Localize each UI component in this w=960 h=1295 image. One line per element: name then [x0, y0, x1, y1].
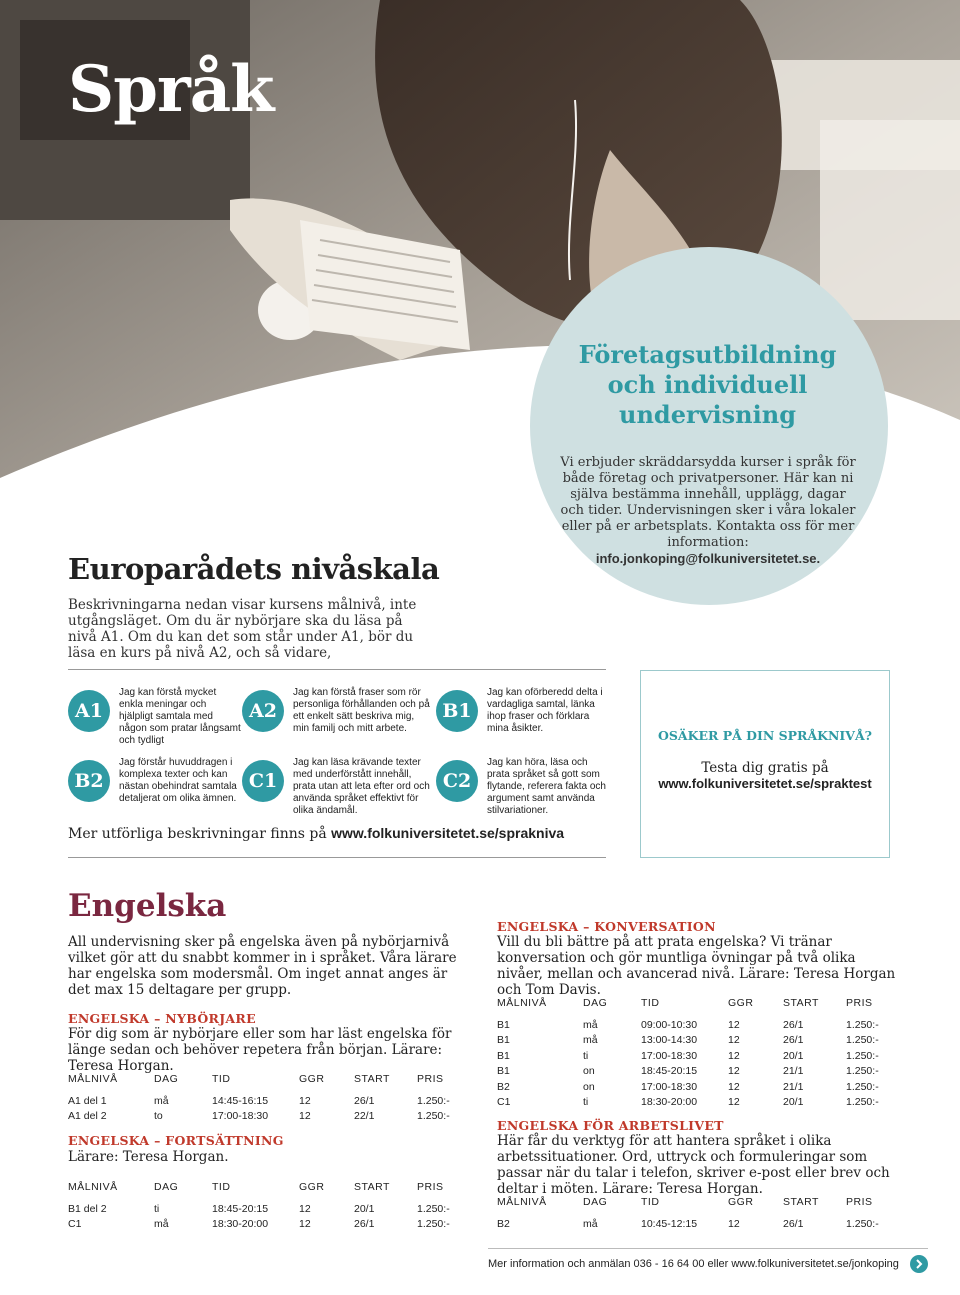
level-badge-c2: C2	[436, 760, 478, 802]
table-cell: 18:45-20:15	[212, 1202, 269, 1215]
table-cell: 1.250:-	[846, 1080, 879, 1093]
table-row	[497, 1079, 896, 1095]
promo-email-link[interactable]: info.jonkoping@folkuniversitetet.se.	[595, 551, 821, 566]
divider	[68, 669, 606, 670]
column-header: DAG	[154, 1181, 179, 1193]
table-cell: 26/1	[783, 1217, 804, 1230]
column-header: DAG	[154, 1073, 179, 1085]
table-cell: 10:45-12:15	[641, 1217, 698, 1230]
course-heading: ENGELSKA FÖR ARBETSLIVET	[497, 1118, 724, 1133]
spraktest-link[interactable]: www.folkuniversitetet.se/spraktest	[658, 776, 872, 791]
table-cell: 12	[728, 1096, 740, 1109]
course-schedule-table	[68, 1073, 467, 1124]
table-cell: 09:00-10:30	[641, 1018, 698, 1031]
level-badge-c1: C1	[242, 760, 284, 802]
level-badge-b2: B2	[68, 760, 110, 802]
table-row	[497, 1216, 896, 1232]
table-cell: ti	[154, 1202, 160, 1215]
test-subtext: Testa dig gratis på	[701, 760, 829, 776]
table-cell: 12	[728, 1065, 740, 1078]
table-row	[68, 1217, 467, 1233]
table-cell: 13:00-14:30	[641, 1034, 698, 1047]
column-header: MÅLNIVÅ	[68, 1181, 118, 1193]
course-heading: ENGELSKA – NYBÖRJARE	[68, 1011, 256, 1026]
arrow-right-icon	[910, 1255, 928, 1273]
table-header-row	[68, 1181, 467, 1201]
course-schedule-table	[68, 1181, 467, 1232]
table-cell: 18:45-20:15	[641, 1065, 698, 1078]
level-badge-a1: A1	[68, 690, 110, 732]
column-header: TID	[641, 1196, 660, 1208]
table-cell: 1.250:-	[846, 1049, 879, 1062]
scale-intro: Beskrivningarna nedan visar kursens målnivå, inte utgångsläget. Om du är nybörjare ska du läsa på nivå A1. Om du kan det som står under A1, bör du läsa en kurs på nivå A2, och så vidare,	[68, 597, 417, 661]
table-cell: 17:00-18:30	[641, 1080, 698, 1093]
course-desc: Här får du verktyg för att hantera språket i olika arbetssituationer. Ord, uttryck och formuleringar som passar när du talar i telefon, skriver e-post eller brev och deltar i möten. Lärare: Teresa Horgan.	[497, 1133, 890, 1197]
table-cell: 21/1	[783, 1080, 804, 1093]
table-header-row	[497, 1196, 896, 1216]
promo-heading	[560, 340, 855, 430]
table-cell: 22/1	[354, 1110, 375, 1123]
sprakniva-link[interactable]: www.folkuniversitetet.se/sprakniva	[331, 825, 565, 841]
scale-title: Europarådets nivåskala	[68, 552, 440, 586]
more-prefix: Mer utförliga beskrivningar finns på	[68, 826, 332, 842]
footer-text: Mer information och anmälan 036 - 16 64 00 eller www.folkuniversitetet.se/jonkoping	[488, 1258, 899, 1270]
promo-heading-line: undervisning	[619, 400, 796, 429]
engelska-intro: All undervisning sker på engelska även på nybörjarnivå vilket gör att du snabbt kommer in i språket. Våra lärare har engelska som modersmål. Om inget annat anges är det max 15 deltagare per grupp.	[68, 934, 457, 998]
level-desc-c1: Jag kan läsa krävande texter med underförstått innehåll, prata utan att leta efter ord och använda språket effektivt för olika ändamål.	[293, 757, 430, 816]
table-cell: 1.250:-	[846, 1096, 879, 1109]
table-cell: to	[154, 1110, 163, 1123]
column-header: TID	[212, 1073, 231, 1085]
table-cell: on	[583, 1080, 595, 1093]
table-cell: 1.250:-	[417, 1110, 450, 1123]
table-cell: 12	[299, 1110, 311, 1123]
table-cell: 1.250:-	[846, 1065, 879, 1078]
table-cell: 17:00-18:30	[641, 1049, 698, 1062]
table-cell: 1.250:-	[846, 1018, 879, 1031]
table-cell: 1.250:-	[846, 1217, 879, 1230]
level-badge-b1: B1	[436, 690, 478, 732]
column-header: START	[354, 1181, 390, 1193]
table-cell: 1.250:-	[846, 1034, 879, 1047]
course-schedule-table	[497, 1196, 896, 1232]
column-header: START	[783, 997, 819, 1009]
test-heading: OSÄKER PÅ DIN SPRÅKNIVÅ?	[657, 728, 873, 743]
table-cell: må	[154, 1218, 169, 1231]
table-cell: 12	[299, 1218, 311, 1231]
course-desc: Vill du bli bättre på att prata engelska? Vi tränar konversation och gör muntliga övningar på två olika nivåer, mellan och avancerad nivå. Lärare: Teresa Horgan och Tom Davis.	[497, 934, 896, 998]
column-header: DAG	[583, 1196, 608, 1208]
table-cell: 18:30-20:00	[641, 1096, 698, 1109]
table-cell: 12	[728, 1049, 740, 1062]
column-header: START	[783, 1196, 819, 1208]
column-header: PRIS	[417, 1181, 444, 1193]
column-header: MÅLNIVÅ	[497, 997, 547, 1009]
table-cell: 12	[728, 1080, 740, 1093]
table-cell: 12	[728, 1034, 740, 1047]
level-badge-a2: A2	[242, 690, 284, 732]
table-cell: 26/1	[783, 1034, 804, 1047]
level-desc-a1: Jag kan förstå mycket enkla meningar och hjälpligt samtala med någon som pratar långsamt och tydligt	[119, 687, 241, 746]
table-cell: 26/1	[354, 1094, 375, 1107]
table-row	[497, 1095, 896, 1111]
table-cell: 21/1	[783, 1065, 804, 1078]
course-heading: ENGELSKA – FORTSÄTTNING	[68, 1133, 284, 1148]
table-cell: B1 del 2	[68, 1202, 107, 1215]
table-cell: 20/1	[783, 1096, 804, 1109]
level-desc-b1: Jag kan oförberedd delta i vardagliga samtal, länka ihop fraser och förklara mina åsikter.	[487, 687, 603, 734]
table-row	[497, 1048, 896, 1064]
promo-body: Vi erbjuder skräddarsydda kurser i språk för både företag och privatpersoner. Här kan ni själva bestämma innehåll, upplägg, dagar och tider. Undervisningen sker i våra lokaler eller på er arbetsplats. Kontakta oss för mer information:	[560, 455, 856, 550]
column-header: GGR	[728, 1196, 754, 1208]
table-cell: 1.250:-	[417, 1202, 450, 1215]
column-header: PRIS	[846, 997, 873, 1009]
table-cell: 26/1	[783, 1018, 804, 1031]
column-header: MÅLNIVÅ	[68, 1073, 118, 1085]
table-row	[68, 1093, 467, 1109]
table-cell: må	[583, 1217, 598, 1230]
promo-text	[558, 455, 858, 568]
table-cell: 12	[299, 1202, 311, 1215]
table-cell: 12	[299, 1094, 311, 1107]
page-title: Språk	[68, 52, 274, 127]
table-cell: C1	[497, 1096, 511, 1109]
course-desc: För dig som är nybörjare eller som har läst engelska för länge sedan och behöver repetera från början. Lärare: Teresa Horgan.	[68, 1026, 452, 1074]
more-description	[68, 825, 564, 842]
table-cell: B1	[497, 1049, 510, 1062]
table-row	[497, 1017, 896, 1033]
table-cell: 18:30-20:00	[212, 1218, 269, 1231]
column-header: GGR	[728, 997, 754, 1009]
table-cell: A1 del 1	[68, 1094, 107, 1107]
column-header: TID	[641, 997, 660, 1009]
column-header: PRIS	[846, 1196, 873, 1208]
table-cell: 12	[728, 1217, 740, 1230]
table-cell: B1	[497, 1065, 510, 1078]
table-cell: 17:00-18:30	[212, 1110, 269, 1123]
promo-heading-line: Företagsutbildning	[578, 340, 837, 369]
table-cell: 26/1	[354, 1218, 375, 1231]
column-header: PRIS	[417, 1073, 444, 1085]
table-cell: må	[154, 1094, 169, 1107]
table-cell: 20/1	[354, 1202, 375, 1215]
section-title-engelska: Engelska	[68, 888, 227, 924]
table-cell: 1.250:-	[417, 1218, 450, 1231]
table-cell: 20/1	[783, 1049, 804, 1062]
table-cell: B1	[497, 1018, 510, 1031]
table-cell: A1 del 2	[68, 1110, 107, 1123]
table-cell: ti	[583, 1049, 589, 1062]
table-row	[68, 1109, 467, 1125]
table-header-row	[68, 1073, 467, 1093]
table-cell: B1	[497, 1034, 510, 1047]
level-desc-a2: Jag kan förstå fraser som rör personliga förhållanden och på ett enkelt sätt beskriva mig, min familj och mitt arbete.	[293, 687, 430, 734]
column-header: DAG	[583, 997, 608, 1009]
footer-divider	[488, 1248, 928, 1249]
table-cell: C1	[68, 1218, 82, 1231]
table-cell: ti	[583, 1096, 589, 1109]
course-desc: Lärare: Teresa Horgan.	[68, 1149, 229, 1165]
table-cell: 14:45-16:15	[212, 1094, 269, 1107]
level-desc-b2: Jag förstår huvuddragen i komplexa texter och kan nästan obehindrat samtala detaljerat om olika ämnen.	[119, 757, 237, 804]
table-cell: må	[583, 1018, 598, 1031]
promo-heading-line: och individuell	[607, 370, 808, 399]
table-row	[497, 1033, 896, 1049]
column-header: GGR	[299, 1073, 325, 1085]
table-cell: on	[583, 1065, 595, 1078]
column-header: MÅLNIVÅ	[497, 1196, 547, 1208]
table-cell: B2	[497, 1217, 510, 1230]
table-cell: må	[583, 1034, 598, 1047]
course-schedule-table	[497, 997, 896, 1110]
table-row	[497, 1064, 896, 1080]
table-cell: 12	[728, 1018, 740, 1031]
course-heading: ENGELSKA – KONVERSATION	[497, 919, 716, 934]
table-header-row	[497, 997, 896, 1017]
table-cell: 1.250:-	[417, 1094, 450, 1107]
table-row	[68, 1201, 467, 1217]
column-header: GGR	[299, 1181, 325, 1193]
column-header: TID	[212, 1181, 231, 1193]
table-cell: B2	[497, 1080, 510, 1093]
level-desc-c2: Jag kan höra, läsa och prata språket så gott som flytande, referera fakta och argument samt använda stilvariationer.	[487, 757, 606, 816]
column-header: START	[354, 1073, 390, 1085]
divider	[68, 857, 606, 858]
